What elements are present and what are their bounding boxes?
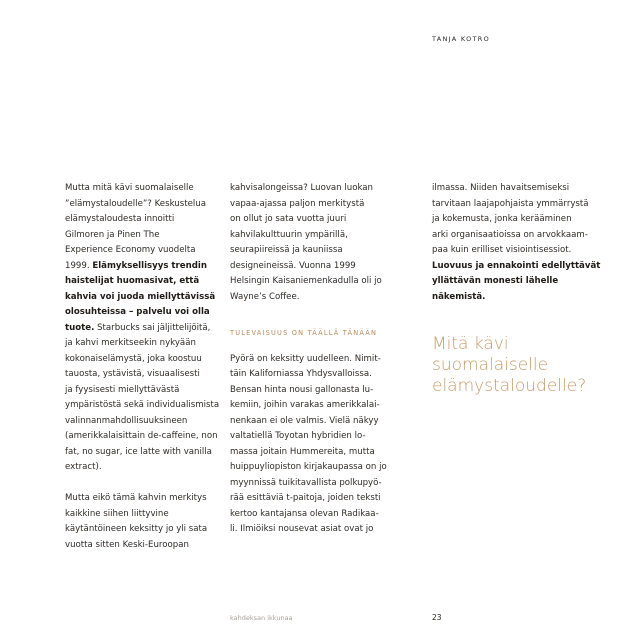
text-line: seurapiireissä ja kauniissa <box>230 245 343 255</box>
text-line: kahvilakulttuurin ympärillä, <box>230 229 348 240</box>
pull-quote-line: elämystaloudelle? <box>432 376 587 396</box>
text-line: Bensan hinta nousi gallonasta lu- <box>230 384 374 395</box>
header-author: TANJA KOTRO <box>432 35 491 43</box>
text-line: ilmassa. Niiden havaitsemiseksi <box>432 183 570 193</box>
text-line: extract). <box>65 462 102 472</box>
emphasis-line: olosuhteissa – palvelu voi olla <box>65 307 210 317</box>
year-text: 1999. <box>65 260 93 271</box>
page-number: 23 <box>432 613 442 622</box>
column-2-paragraph-1 <box>230 181 395 305</box>
text-line: Pyörä on keksitty uudelleen. Nimit- <box>230 353 381 364</box>
text-line: vapaa-ajassa paljon merkitystä <box>230 198 365 209</box>
text-line: vuotta sitten Keski-Euroopan <box>65 539 189 550</box>
text-line: kemiin, joihin varakas amerikkalai- <box>230 400 380 410</box>
text-line: ja kokemusta, jonka kerääminen <box>432 214 572 224</box>
pull-quote <box>432 334 602 397</box>
text-line: massa joitain Hummereita, mutta <box>230 446 375 457</box>
text-line: Experience Economy vuodelta <box>65 245 196 255</box>
text-line: paa kuin erilliset visiointisessiot. <box>432 245 572 255</box>
text-line: käytäntöineen keksitty jo yli sata <box>65 524 208 534</box>
text-line: ja kahvi merkitseekin nykyään <box>65 338 196 348</box>
text-line: kaikkine siihen liittyvine <box>65 508 169 519</box>
text-line: Gilmoren ja Pinen The <box>65 229 160 240</box>
text-line: fat, no sugar, ice latte with vanilla <box>65 446 212 457</box>
column-1 <box>65 181 225 569</box>
column-2-paragraph-2 <box>230 352 395 538</box>
emphasis-text: tuote. <box>65 322 95 333</box>
column-1-paragraph-1 <box>65 181 225 476</box>
text-line: täin Kaliforniassa Yhdysvalloissa. <box>230 369 372 379</box>
pull-quote-line: Mitä kävi <box>432 334 509 354</box>
emphasis-line: kahvia voi juoda miellyttävissä <box>65 291 216 302</box>
text-line: ja fyysisesti miellyttävästä <box>65 384 180 395</box>
column-3 <box>432 181 602 397</box>
text-line: Mutta mitä kävi suomalaiselle <box>65 183 194 193</box>
emphasis-line: näkemistä. <box>432 291 486 302</box>
text-line: kahvisalongeissa? Luovan luokan <box>230 183 373 193</box>
text-line: tarvitaan laajapohjaista ymmärrystä <box>432 198 589 209</box>
emphasis-line: haistelijat huomasivat, että <box>65 276 200 286</box>
text-line: valinnanmahdollisuuksineen <box>65 415 188 426</box>
text-line: myynnissä tuikitavallista polkupyö- <box>230 477 382 488</box>
text-line-mixed <box>65 259 225 275</box>
text-line: li. Ilmiöiksi nousevat asiat ovat jo <box>230 524 374 534</box>
emphasis-text: Elämyksellisyys trendin <box>92 260 207 271</box>
text-line: rää esittäviä t-paitoja, joiden teksti <box>230 493 381 503</box>
plain-text: Starbucks sai jäljittelijöitä, <box>94 322 211 333</box>
text-line: valtatiellä Toyotan hybridien lo- <box>230 431 366 441</box>
text-line: ympäristöstä sekä individualismista <box>65 400 220 410</box>
text-line: kokonaiselämystä, joka koostuu <box>65 353 202 364</box>
text-line: tauosta, ystävistä, visuaalisesti <box>65 369 200 379</box>
text-line: on ollut jo sata vuotta juuri <box>230 214 347 224</box>
text-line-mixed <box>65 321 225 337</box>
text-line: arki organisaatioissa on arvokkaam- <box>432 229 588 240</box>
text-line: Wayne’s Coffee. <box>230 291 300 302</box>
text-line: designeineissä. Vuonna 1999 <box>230 260 356 271</box>
text-line: kertoo kantajansa olevan Radikaa- <box>230 508 379 519</box>
text-line: elämystaloudesta innoitti <box>65 214 175 224</box>
text-line: Helsingin Kaisaniemenkadulla oli jo <box>230 276 382 286</box>
text-line: ”elämystaloudelle”? Keskustelua <box>65 198 206 209</box>
emphasis-line: yllättävän monesti lähelle <box>432 276 559 286</box>
emphasis-line: Luovuus ja ennakointi edellyttävät <box>432 260 601 271</box>
text-line: huippuyliopiston kirjakaupassa on jo <box>230 462 387 472</box>
text-line: nenkaan ei ole valmis. Vielä näkyy <box>230 415 379 426</box>
column-3-paragraph-1 <box>432 181 602 305</box>
footer-book-title: kahdeksan ikkunaa <box>230 614 293 622</box>
text-line: (amerikkalaisittain de-caffeine, non <box>65 431 218 441</box>
section-heading: TULEVAISUUS ON TÄÄLLÄ TÄNÄÄN <box>230 329 378 337</box>
text-line: Mutta eikö tämä kahvin merkitys <box>65 493 207 503</box>
pull-quote-line: suomalaiselle <box>432 355 549 375</box>
column-1-paragraph-2 <box>65 491 225 553</box>
column-2 <box>230 181 395 553</box>
